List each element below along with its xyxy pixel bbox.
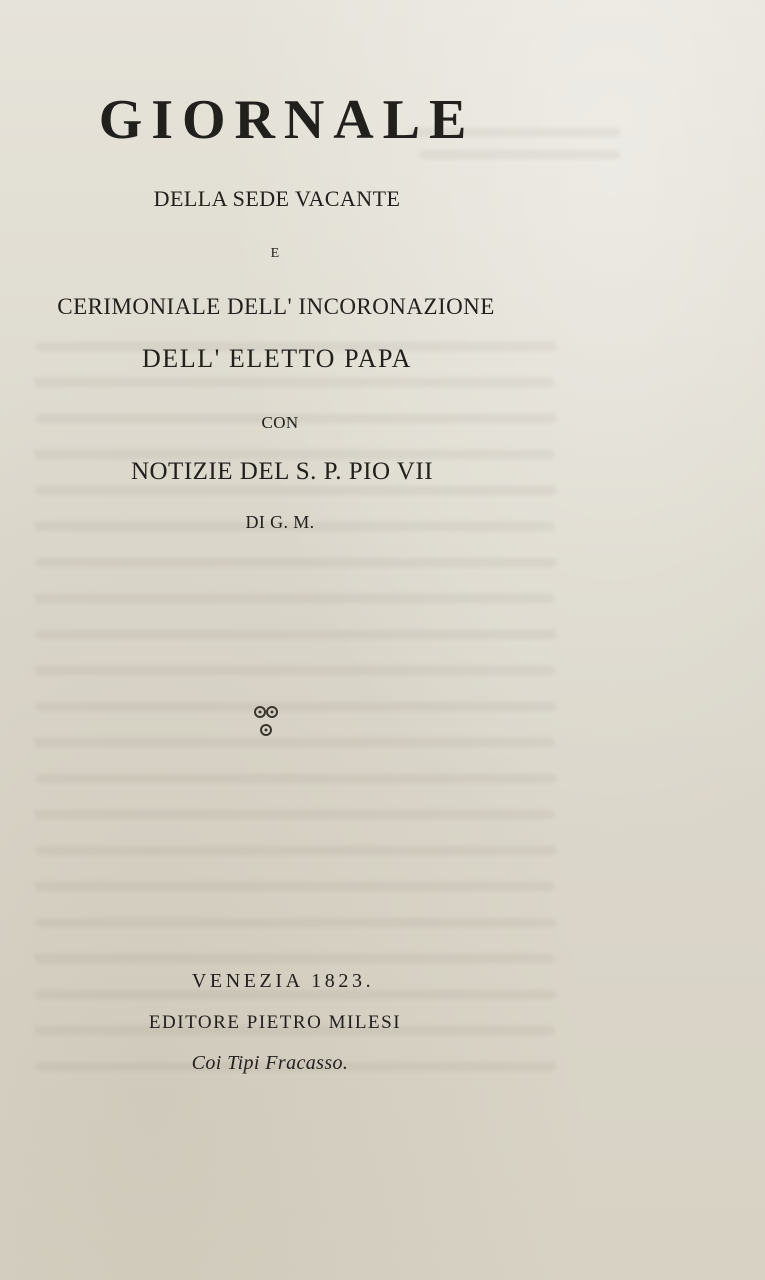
elected-pope-line: DELL' ELETTO PAPA [141,344,413,373]
connector-con: CON [261,413,299,432]
fleuron-icon [252,704,280,742]
connector-e: E [270,246,280,261]
subtitle-sede-vacante: DELLA SEDE VACANTE [153,186,401,211]
city-year: VENEZIA 1823. [191,970,375,992]
publisher-line: EDITORE PIETRO MILESI [148,1012,402,1033]
printer-line: Coi Tipi Fracasso. [191,1052,349,1074]
ceremonial-line: CERIMONIALE DELL' INCORONAZIONE [57,294,495,319]
notes-line: NOTIZIE DEL S. P. PIO VII [130,458,434,485]
title: GIORNALE [98,89,476,151]
author-initials: DI G. M. [245,512,315,532]
